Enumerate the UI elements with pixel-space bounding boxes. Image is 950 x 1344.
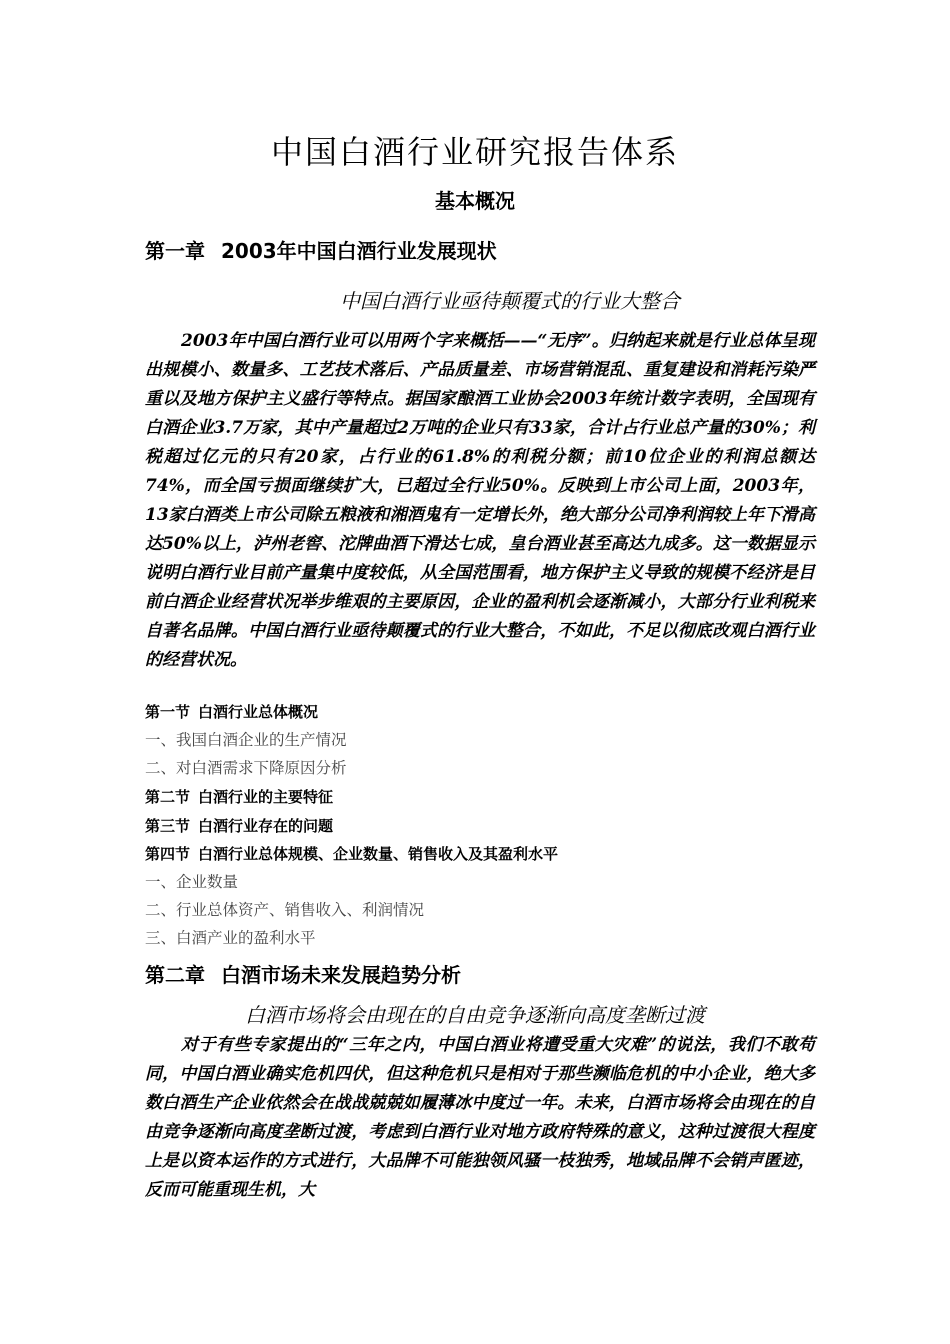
document-subtitle: 基本概况 bbox=[435, 189, 515, 213]
chapter-2-paragraph: 对于有些专家提出的“三年之内，中国白酒业将遭受重大灾难”的说法，我们不敢苟同，中国白酒业确实危机四伏，但这种危机只是相对于那些濒临危机的中小企业，绝大多数白酒生产企业依然会在战战兢兢如履薄冰中度过一年。未来，白酒市场将会由现在的自由竞争逐渐向高度垄断过渡，考虑到白酒行业对地方政府特殊的意义，这种过渡很大程度上是以资本运作的方式进行，大品牌不可能独领风骚一枝独秀，地域品牌不会销声匿迹，反而可能重现生机，大 bbox=[145, 1035, 815, 1200]
chapter-1-title: 2003年中国白酒行业发展现状 bbox=[221, 239, 497, 263]
section-2-number: 第二节 bbox=[145, 788, 191, 806]
section-1-item-1: 一、我国白酒企业的生产情况 bbox=[145, 731, 347, 749]
section-1-number: 第一节 bbox=[145, 703, 191, 721]
section-2-title: 白酒行业的主要特征 bbox=[198, 788, 334, 806]
section-4-item-1: 一、企业数量 bbox=[145, 873, 239, 891]
document-title: 中国白酒行业研究报告体系 bbox=[270, 133, 679, 171]
section-4-title: 白酒行业总体规模、企业数量、销售收入及其盈利水平 bbox=[198, 845, 559, 863]
section-1-title: 白酒行业总体概况 bbox=[198, 703, 319, 721]
section-4-item-2: 二、行业总体资产、销售收入、利润情况 bbox=[145, 901, 425, 919]
chapter-2-heading bbox=[145, 960, 461, 990]
section-4-item-3: 三、白酒产业的盈利水平 bbox=[145, 929, 316, 947]
chapter-1-heading bbox=[145, 236, 497, 266]
chapter-2-title: 白酒市场未来发展趋势分析 bbox=[221, 963, 461, 987]
chapter-1-paragraph: 2003年中国白酒行业可以用两个字来概括——“无序”。归纳起来就是行业总体呈现出规模小、数量多、工艺技术落后、产品质量差、市场营销混乱、重复建设和消耗污染严重以及地方保护主义盛行等特点。据国家酿酒工业协会2003年统计数字表明，全国现有白酒企业3.7万家，其中产量超过2万吨的企业只有33家，合计占行业总产量的30%；利税超过亿元的只有20家，占行业的61.8%的利税分额；前10位企业的利润总额达74%，而全国亏损面继续扩大，已超过全行业50%。反映到上市公司上面，2003年，13家白酒类上市公司除五粮液和湘酒鬼有一定增长外，绝大部分公司净利润较上年下滑高达50%以上，泸州老窖、沱牌曲酒下滑达七成，皇台酒业甚至高达九成多。这一数据显示说明白酒行业目前产量集中度较低，从全国范围看，地方保护主义导致的规模不经济是目前白酒企业经营状况举步维艰的主要原因，企业的盈利机会逐渐减小，大部分行业利税来自著名品牌。中国白酒行业亟待颠覆式的行业大整合，不如此，不足以彻底改观白酒行业的经营状况。 bbox=[145, 331, 815, 670]
section-3-heading bbox=[145, 815, 333, 837]
chapter-1-lead: 中国白酒行业亟待颠覆式的行业大整合 bbox=[340, 289, 680, 313]
section-4-heading bbox=[145, 843, 558, 865]
chapter-2-lead: 白酒市场将会由现在的自由竞争逐渐向高度垄断过渡 bbox=[245, 1003, 705, 1027]
section-3-title: 白酒行业存在的问题 bbox=[198, 817, 334, 835]
section-4-number: 第四节 bbox=[145, 845, 191, 863]
section-3-number: 第三节 bbox=[145, 817, 191, 835]
chapter-2-number: 第二章 bbox=[145, 963, 205, 987]
section-1-item-2: 二、对白酒需求下降原因分析 bbox=[145, 759, 347, 777]
section-1-heading bbox=[145, 701, 318, 723]
section-2-heading bbox=[145, 786, 333, 808]
chapter-1-number: 第一章 bbox=[145, 239, 205, 263]
